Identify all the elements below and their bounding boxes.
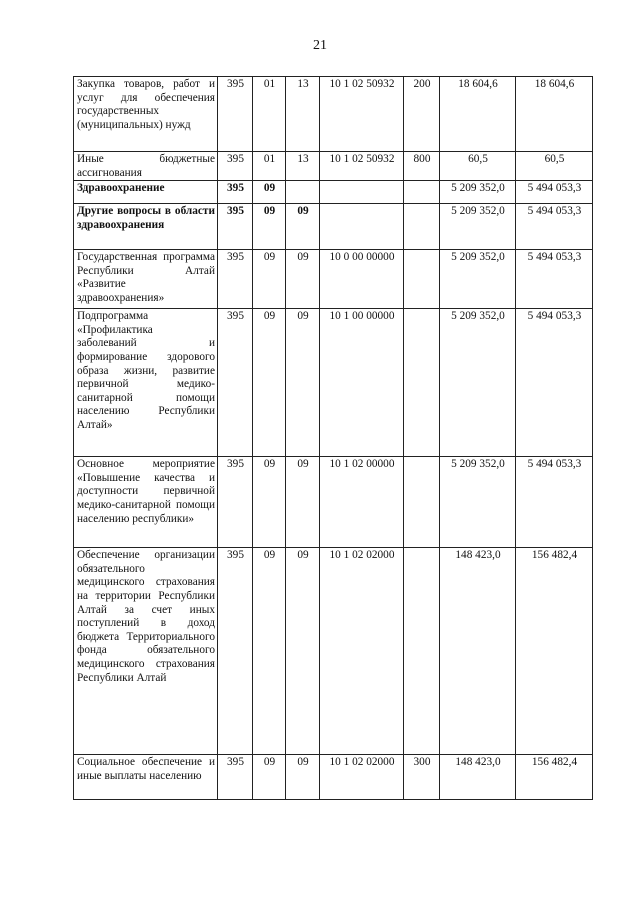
row-name: Закупка товаров, работ и услуг для обеспечения государственных (муниципальных) нужд [74, 77, 218, 152]
row-grbs: 395 [218, 309, 253, 457]
row-sum-1: 148 423,0 [440, 548, 516, 755]
row-section: 09 [253, 755, 286, 800]
row-section: 09 [253, 204, 286, 250]
row-target-article: 10 1 02 50932 [320, 152, 404, 181]
table-row [74, 309, 593, 457]
page-number: 21 [313, 38, 327, 53]
row-sum-2: 5 494 053,3 [516, 457, 593, 548]
row-target-article: 10 0 00 00000 [320, 250, 404, 309]
table-row [74, 77, 593, 152]
row-grbs: 395 [218, 250, 253, 309]
row-sum-1: 5 209 352,0 [440, 309, 516, 457]
row-grbs: 395 [218, 181, 253, 204]
row-section: 09 [253, 457, 286, 548]
row-sum-2: 156 482,4 [516, 548, 593, 755]
row-section: 09 [253, 250, 286, 309]
table-row [74, 457, 593, 548]
row-sum-1: 5 209 352,0 [440, 181, 516, 204]
row-grbs: 395 [218, 204, 253, 250]
row-target-article [320, 204, 404, 250]
row-target-article: 10 1 02 02000 [320, 755, 404, 800]
row-sum-2: 156 482,4 [516, 755, 593, 800]
row-sum-1: 148 423,0 [440, 755, 516, 800]
row-name: Подпрограмма «Профилактика заболеваний и формирование здорового образа жизни, развитие первичной медико-санитарной помощи населению Республики Алтай» [74, 309, 218, 457]
row-sum-1: 5 209 352,0 [440, 204, 516, 250]
row-grbs: 395 [218, 77, 253, 152]
row-subsection [286, 181, 320, 204]
row-section: 09 [253, 548, 286, 755]
row-sum-2: 5 494 053,3 [516, 181, 593, 204]
row-subsection: 13 [286, 77, 320, 152]
row-grbs: 395 [218, 755, 253, 800]
row-sum-2: 60,5 [516, 152, 593, 181]
row-expense-type [404, 309, 440, 457]
row-expense-type: 300 [404, 755, 440, 800]
table-row [74, 755, 593, 800]
row-target-article: 10 1 02 50932 [320, 77, 404, 152]
row-sum-2: 5 494 053,3 [516, 250, 593, 309]
row-expense-type [404, 457, 440, 548]
table-row [74, 548, 593, 755]
row-section: 09 [253, 309, 286, 457]
row-sum-2: 5 494 053,3 [516, 309, 593, 457]
row-target-article: 10 1 00 00000 [320, 309, 404, 457]
row-name: Иные бюджетные ассигнования [74, 152, 218, 181]
table-row [74, 181, 593, 204]
row-target-article: 10 1 02 00000 [320, 457, 404, 548]
row-name: Здравоохранение [74, 181, 218, 204]
row-grbs: 395 [218, 457, 253, 548]
row-expense-type [404, 250, 440, 309]
row-target-article: 10 1 02 02000 [320, 548, 404, 755]
row-subsection: 09 [286, 250, 320, 309]
row-section: 09 [253, 181, 286, 204]
row-expense-type: 200 [404, 77, 440, 152]
row-subsection: 09 [286, 457, 320, 548]
row-subsection: 09 [286, 204, 320, 250]
row-sum-2: 5 494 053,3 [516, 204, 593, 250]
row-subsection: 09 [286, 755, 320, 800]
row-name: Другие вопросы в области здравоохранения [74, 204, 218, 250]
row-name: Обеспечение организации обязательного медицинского страхования на территории Республики Алтай за счет иных поступлений в доход бюджета Территориального фонда обязательного медицинского страхования Республики Алтай [74, 548, 218, 755]
row-section: 01 [253, 152, 286, 181]
row-sum-2: 18 604,6 [516, 77, 593, 152]
row-sum-1: 60,5 [440, 152, 516, 181]
row-subsection: 09 [286, 309, 320, 457]
row-expense-type [404, 181, 440, 204]
row-expense-type [404, 548, 440, 755]
row-sum-1: 5 209 352,0 [440, 457, 516, 548]
row-expense-type [404, 204, 440, 250]
row-sum-1: 18 604,6 [440, 77, 516, 152]
row-name: Основное мероприятие «Повышение качества и доступности первичной медико-санитарной помощи населению республики» [74, 457, 218, 548]
table-row [74, 250, 593, 309]
row-subsection: 09 [286, 548, 320, 755]
row-section: 01 [253, 77, 286, 152]
row-grbs: 395 [218, 548, 253, 755]
table-row [74, 204, 593, 250]
table-row [74, 152, 593, 181]
row-target-article [320, 181, 404, 204]
row-expense-type: 800 [404, 152, 440, 181]
row-grbs: 395 [218, 152, 253, 181]
row-name: Государственная программа Республики Алтай «Развитие здравоохранения» [74, 250, 218, 309]
row-subsection: 13 [286, 152, 320, 181]
budget-table [73, 76, 593, 800]
row-sum-1: 5 209 352,0 [440, 250, 516, 309]
row-name: Социальное обеспечение и иные выплаты населению [74, 755, 218, 800]
